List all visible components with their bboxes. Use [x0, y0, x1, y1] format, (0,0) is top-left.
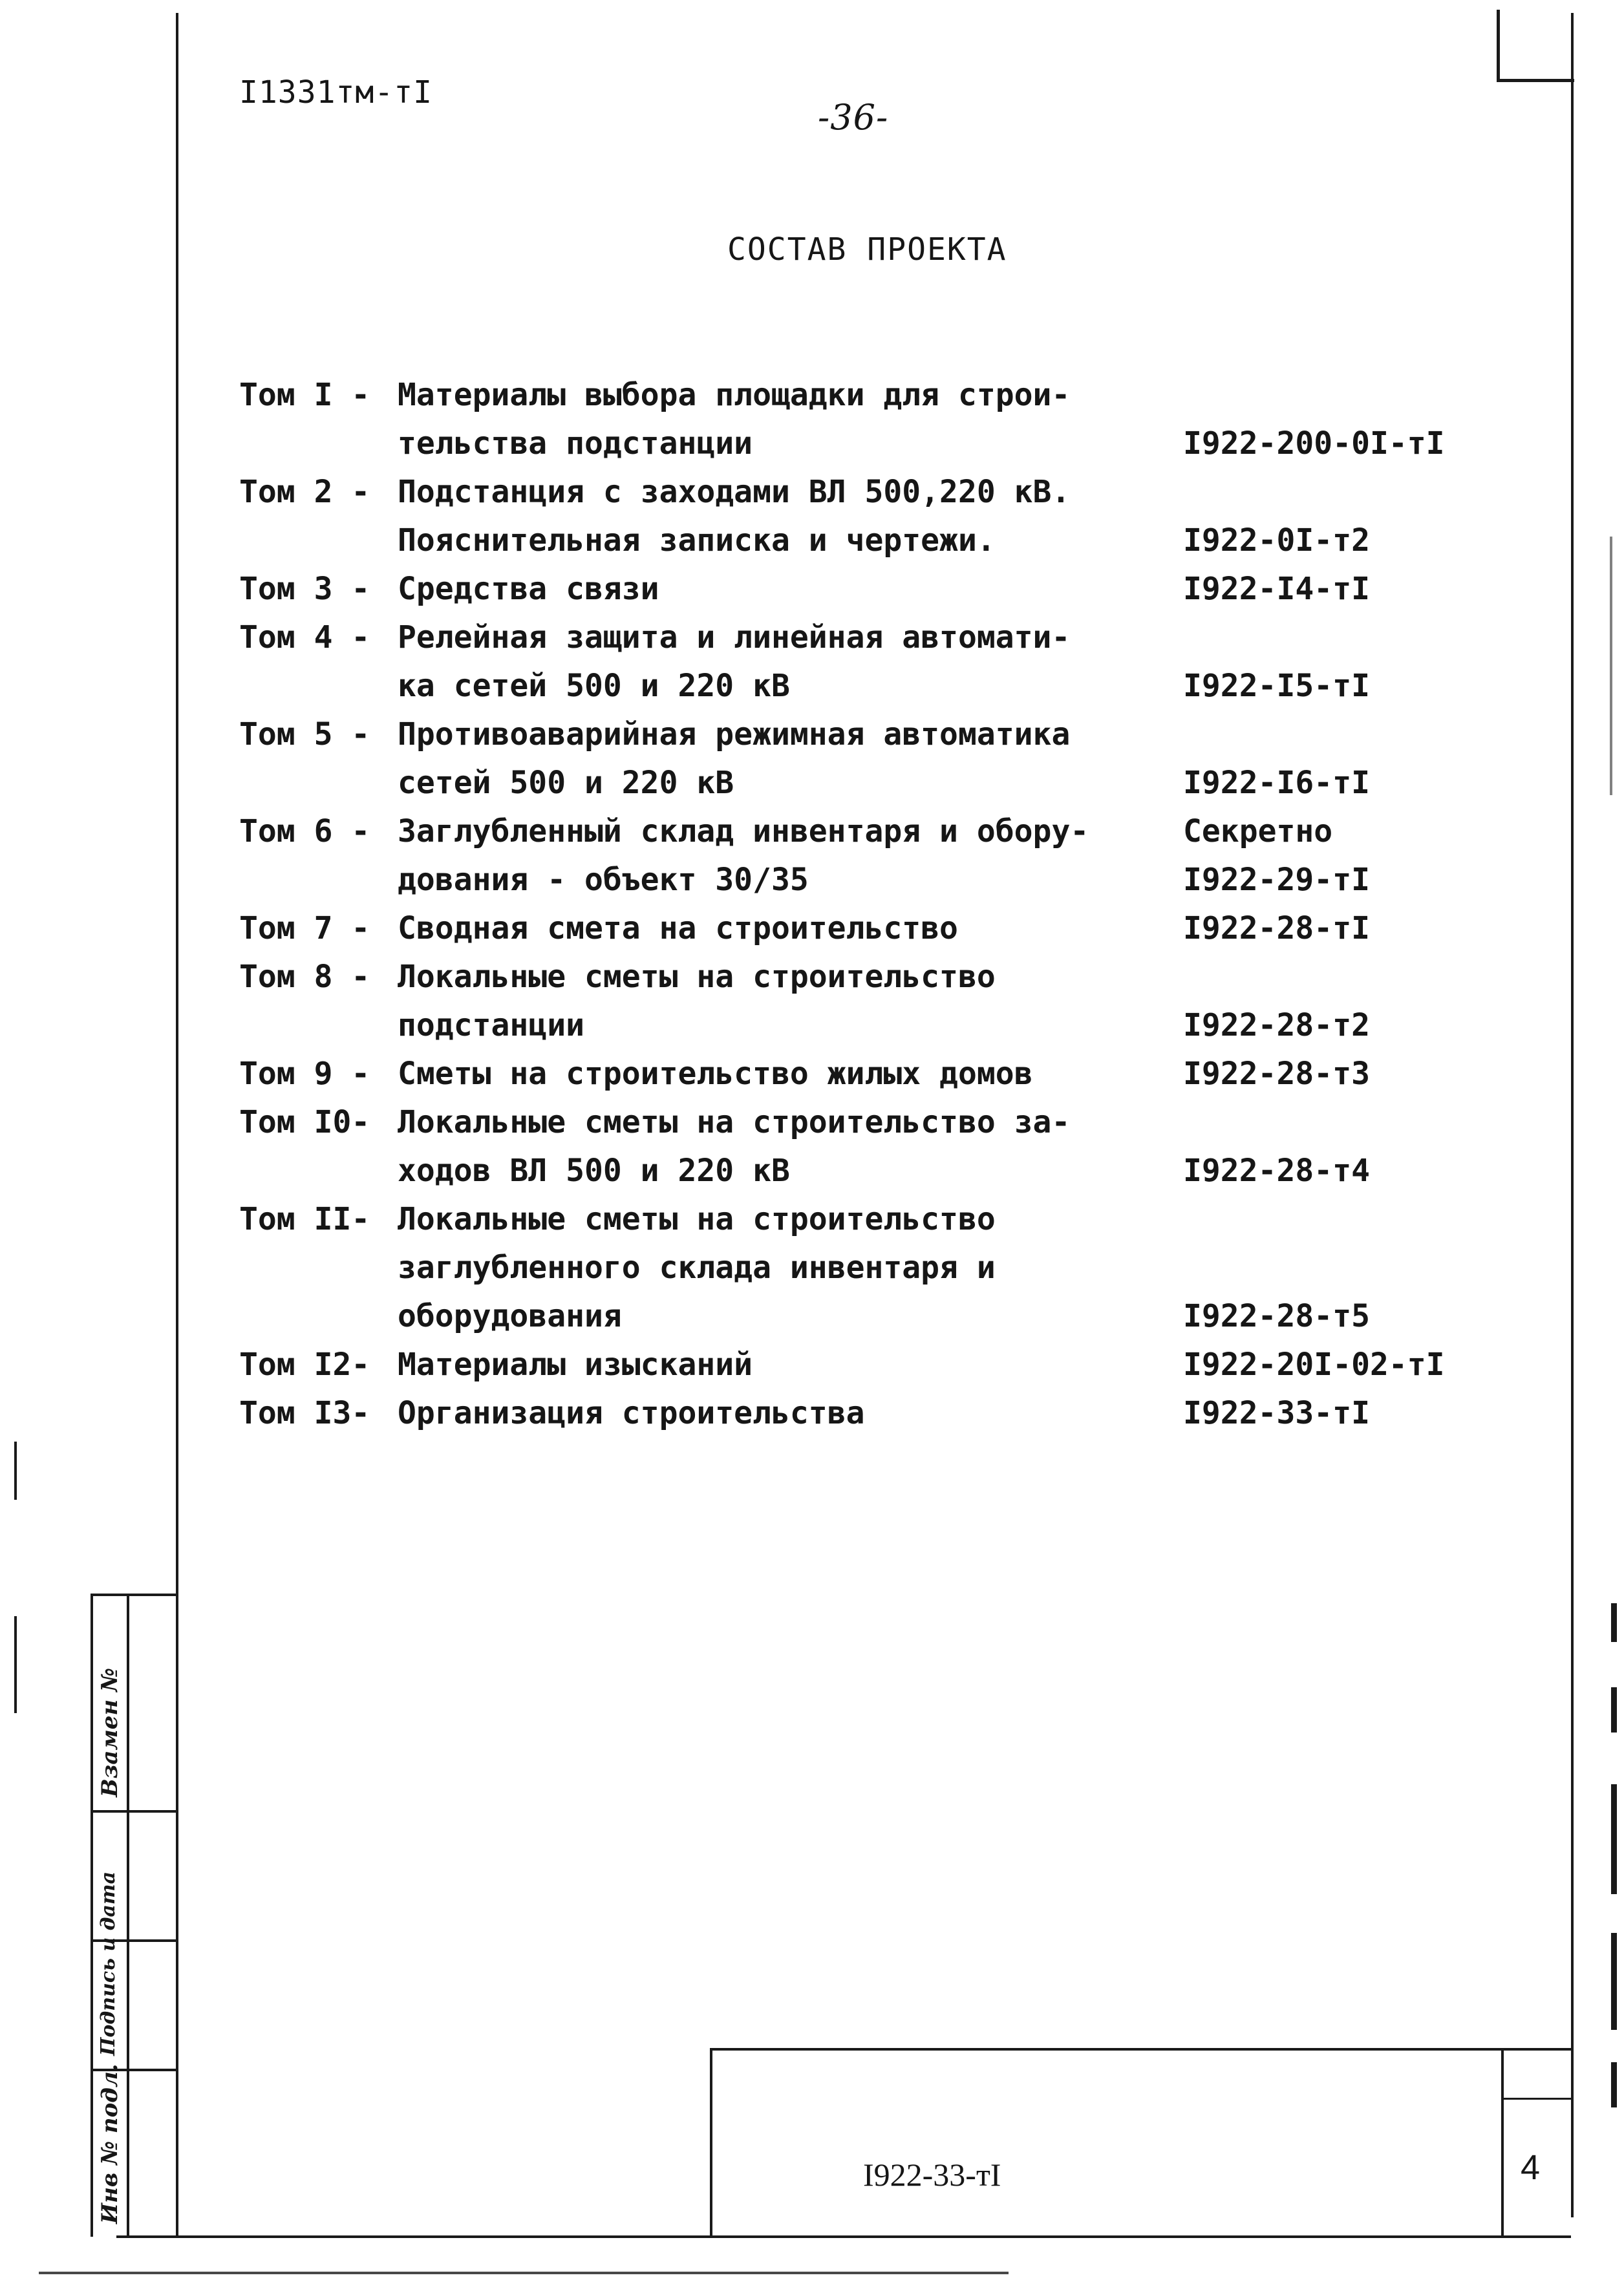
volume-label: Том I0- — [239, 1104, 370, 1140]
volume-title: Подстанция с заходами ВЛ 500,220 кВ. — [398, 474, 1071, 510]
volume-title: Организация строительства — [398, 1395, 865, 1431]
list-item — [239, 711, 1468, 758]
volume-label: Том 5 - — [239, 716, 370, 752]
volume-title: оборудования — [398, 1298, 622, 1334]
list-item — [239, 420, 1468, 467]
side-label-inv-no: Инв № подл. — [97, 2063, 123, 2224]
volume-title: Сметы на строительство жилых домов — [398, 1056, 1033, 1092]
bottom-frame-line — [116, 2235, 1571, 2238]
edge-mark — [14, 1616, 17, 1713]
volume-title: Локальные сметы на строительство — [398, 959, 996, 995]
volume-title: ходов ВЛ 500 и 220 кВ — [398, 1153, 790, 1189]
corner-mark-vertical — [1497, 10, 1500, 81]
list-item — [239, 1002, 1468, 1049]
volume-code: I922-200-0I-тI — [1183, 425, 1445, 462]
list-item — [239, 1196, 1468, 1242]
list-item — [239, 614, 1468, 661]
side-strip-outer-line — [91, 1594, 93, 2237]
volume-title: Релейная защита и линейная автомати- — [398, 619, 1071, 656]
side-label-replace: Взамен № — [97, 1668, 123, 1797]
volume-title: ка сетей 500 и 220 кВ — [398, 668, 790, 704]
volume-label: Том 9 - — [239, 1056, 370, 1092]
volume-title: Материалы изысканий — [398, 1347, 753, 1383]
edge-mark — [1611, 1784, 1617, 1894]
volume-label: Том 4 - — [239, 619, 370, 656]
list-item — [239, 857, 1468, 903]
volume-title: Заглубленный склад инвентаря и обору- — [398, 813, 1089, 849]
list-item — [239, 1390, 1468, 1436]
volume-code: I922-I5-тI — [1183, 668, 1370, 704]
volume-label: Том I - — [239, 377, 370, 413]
volume-code: I922-33-тI — [1183, 1395, 1370, 1431]
volume-code: I922-20I-02-тI — [1183, 1347, 1445, 1383]
volume-label: Том 2 - — [239, 474, 370, 510]
right-margin-line — [1571, 13, 1574, 2217]
volume-code: I922-29-тI — [1183, 862, 1370, 898]
volume-code: I922-28-тI — [1183, 910, 1370, 946]
volume-label: Том 7 - — [239, 910, 370, 946]
volume-title: Материалы выбора площадки для строи- — [398, 377, 1071, 413]
list-item — [239, 905, 1468, 952]
side-label-signature: Подпись и дата — [97, 1871, 120, 2056]
title-block-sheet-divider — [1501, 2051, 1504, 2237]
page-number: -36- — [818, 97, 889, 138]
edge-mark — [1610, 537, 1612, 795]
volume-label: Том I3- — [239, 1395, 370, 1431]
edge-mark — [14, 1442, 17, 1500]
side-strip-inner-line — [127, 1594, 129, 2237]
title-block-left-line — [710, 2048, 712, 2237]
list-item — [239, 372, 1468, 418]
volume-title: сетей 500 и 220 кВ — [398, 765, 734, 801]
volume-code: I922-28-т5 — [1183, 1298, 1370, 1334]
edge-mark — [1611, 1603, 1617, 1642]
volume-code: I922-I4-тI — [1183, 571, 1370, 607]
list-item — [239, 1147, 1468, 1194]
volume-label: Том I2- — [239, 1347, 370, 1383]
corner-mark-horizontal — [1497, 79, 1574, 82]
list-item — [239, 808, 1468, 855]
side-strip-top-line — [91, 1594, 178, 1596]
volume-code: Секретно — [1183, 813, 1333, 849]
list-item — [239, 1050, 1468, 1097]
volume-code: I922-I6-тI — [1183, 765, 1370, 801]
volume-label: Том 3 - — [239, 571, 370, 607]
list-item — [239, 1099, 1468, 1146]
volume-code: I922-0I-т2 — [1183, 522, 1370, 559]
volume-title: Пояснительная записка и чертежи. — [398, 522, 996, 559]
volume-label: Том 8 - — [239, 959, 370, 995]
page-bottom-edge — [39, 2272, 1009, 2274]
volume-title: подстанции — [398, 1007, 584, 1043]
volume-code: I922-28-т4 — [1183, 1153, 1370, 1189]
list-item — [239, 1341, 1468, 1388]
side-strip-divider — [91, 1810, 178, 1813]
volume-title: Средства связи — [398, 571, 659, 607]
list-item — [239, 760, 1468, 806]
edge-mark — [1611, 1687, 1617, 1733]
volume-label: Том II- — [239, 1201, 370, 1237]
list-item — [239, 954, 1468, 1000]
volume-code: I922-28-т3 — [1183, 1056, 1370, 1092]
edge-mark — [1611, 2062, 1617, 2107]
list-item — [239, 469, 1468, 515]
list-item — [239, 566, 1468, 612]
volume-title: Локальные сметы на строительство за- — [398, 1104, 1071, 1140]
document-code-header: I1331тм-тI — [239, 74, 433, 111]
volume-title: Локальные сметы на строительство — [398, 1201, 996, 1237]
edge-mark — [1611, 1933, 1617, 2030]
volume-title: дования - объект 30/35 — [398, 862, 809, 898]
volume-title: заглубленного склада инвентаря и — [398, 1250, 996, 1286]
left-margin-line — [176, 13, 178, 2237]
volume-title: Противоаварийная режимная автоматика — [398, 716, 1071, 752]
list-item — [239, 663, 1468, 709]
sheet-number: 4 — [1521, 2148, 1541, 2187]
page-title: СОСТАВ ПРОЕКТА — [727, 231, 1007, 268]
volume-title: тельства подстанции — [398, 425, 753, 462]
volume-code: I922-28-т2 — [1183, 1007, 1370, 1043]
volume-label: Том 6 - — [239, 813, 370, 849]
title-block-top-line — [710, 2048, 1571, 2051]
title-block-sheet-line — [1504, 2098, 1571, 2100]
title-block-document-code: I922-33-тI — [863, 2157, 1001, 2193]
list-item — [239, 1244, 1468, 1291]
volume-title: Сводная смета на строительство — [398, 910, 958, 946]
list-item — [239, 517, 1468, 564]
list-item — [239, 1293, 1468, 1339]
